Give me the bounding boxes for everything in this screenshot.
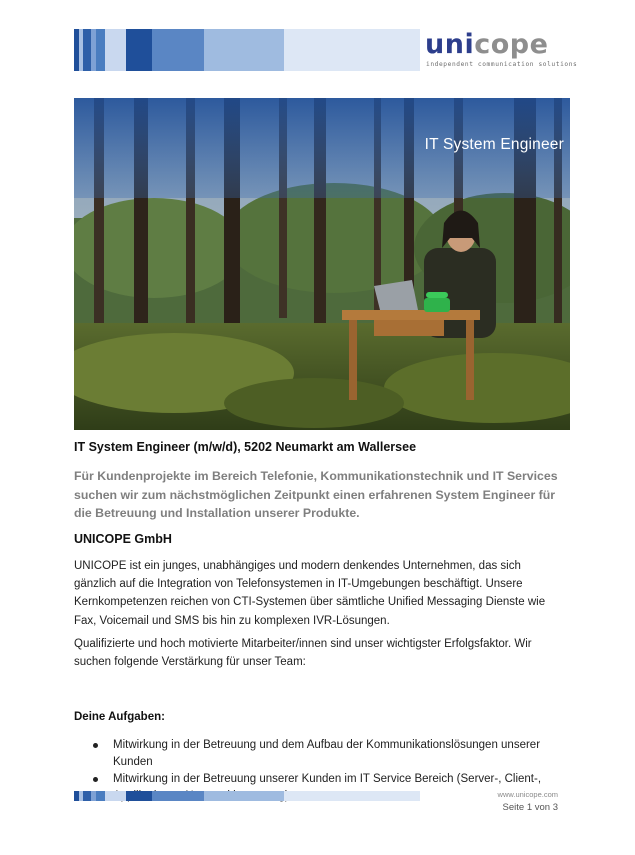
company-paragraph-2: Qualifizierte und hoch motivierte Mitarbeiter/innen sind unser wichtigster Erfolgsfaktor. Wir suchen folgende Verstärkung für unser Team: xyxy=(74,638,532,669)
stripe-segment xyxy=(126,29,152,71)
stripe-segment xyxy=(83,791,91,801)
bullet-icon xyxy=(93,743,98,748)
stripe-segment xyxy=(96,791,105,801)
company-paragraph-1: UNICOPE ist ein junges, unabhängiges und modern denkendes Unternehmen, das sich gänzlich auf die Integration von Telefonsystemen in IT-Umgebungen beschäftigt. Unsere Kernkompetenzen reichen von CTI-Systemen über sämtliche Unified Messaging Dienste wie Fax, Voicemail und SMS bis hin zu komplexen IVR-Lösungen. xyxy=(74,560,546,627)
job-title: IT System Engineer (m/w/d), 5202 Neumarkt am Wallersee xyxy=(74,440,417,454)
hero-title: IT System Engineer xyxy=(424,136,564,153)
logo-wordmark xyxy=(425,28,548,62)
stripe-segment xyxy=(126,791,152,801)
stripe-segment xyxy=(204,791,284,801)
stripe-segment xyxy=(284,791,420,801)
unicope-logo xyxy=(425,28,578,72)
stripe-segment xyxy=(204,29,284,71)
page-number: Seite 1 von 3 xyxy=(502,802,558,813)
footer-stripe-bar xyxy=(74,791,420,801)
logo-tagline: independent communication solutions xyxy=(426,61,578,68)
stripe-segment xyxy=(105,29,126,71)
header-stripe-bar xyxy=(74,29,420,71)
list-item-text: Mitwirkung in der Betreuung und dem Aufbau der Kommunikationslösungen unserer Kunden xyxy=(113,739,541,768)
company-heading: UNICOPE GmbH xyxy=(74,532,172,546)
tasks-heading: Deine Aufgaben: xyxy=(74,711,165,723)
stripe-segment xyxy=(284,29,420,71)
list-item-text: Mitwirkung in der Betreuung unserer Kunden im IT Service Bereich (Server-, Client-, xyxy=(113,773,542,785)
logo-uni: uni xyxy=(425,29,475,60)
footer-url[interactable]: www.unicope.com xyxy=(497,790,558,799)
job-intro: Für Kundenprojekte im Bereich Telefonie, Kommunikationstechnik und IT Services suchen wir zum nächstmöglichen Zeitpunkt einen erfahrenen System Engineer für die Betreuung und Installation unserer Produkte. xyxy=(74,469,558,520)
logo-cope: cope xyxy=(474,29,549,60)
hero-image xyxy=(74,98,570,430)
stripe-segment xyxy=(152,791,204,801)
stripe-segment xyxy=(83,29,91,71)
stripe-segment xyxy=(96,29,105,71)
stripe-segment xyxy=(152,29,204,71)
bullet-icon xyxy=(93,777,98,782)
stripe-segment xyxy=(105,791,126,801)
list-item xyxy=(74,737,564,770)
